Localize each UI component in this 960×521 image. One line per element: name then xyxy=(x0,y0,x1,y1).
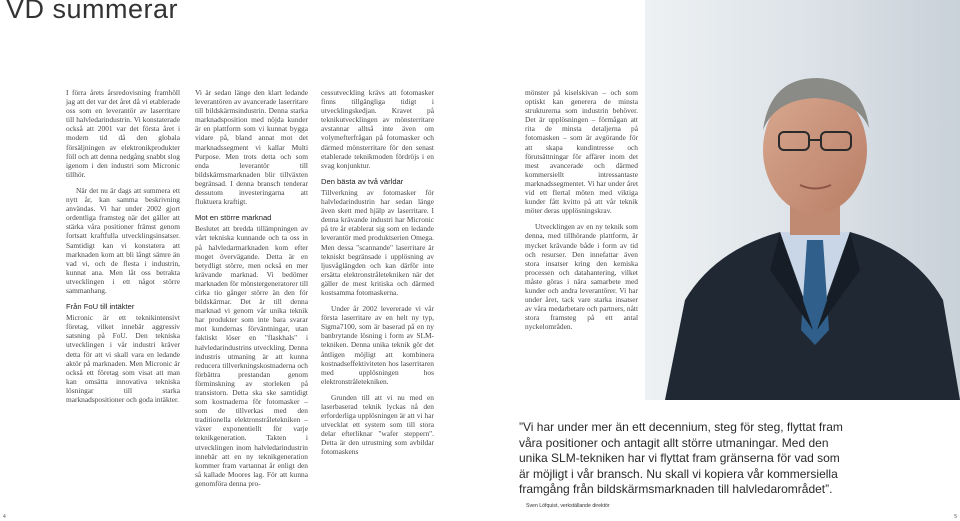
section-heading: Från FoU till intäkter xyxy=(66,302,135,312)
text-column-1 xyxy=(66,88,180,411)
paragraph: mönster på kiselskivan – och som optiskt kan generera de minsta strukturerna som industrin behöver. Det är upplösningen – förmågan att rita de minsta detaljerna på fotomasken – som är avgörande för att skapa kundintresse och förutsättningar för affärer inom det mest avancerade och därmed kommersiellt intressantaste marknadssegmentet. Vi har under året vid ett flertal möten med viktiga kunder fått kvitto på att vår teknik möter deras upplösningskrav. xyxy=(525,88,638,216)
paragraph: Utvecklingen av en ny teknik som denna, med tillhörande plattform, är mycket krävande både i form av tid och resurser. Den innefattar även stora insatser kring den kemiska processen och datahantering, vilket måste göras i nära samarbete med kunder och andra leverantörer. Vi har under året, tack vare starka insatser av våra medarbetare och partners, nått stora framsteg på ett antal nyckelområden. xyxy=(525,222,638,332)
paragraph: Under år 2002 levererade vi vår första laserritare av en helt ny typ, Sigma7100, som är baserad på en ny banbrytande lösning i form av SLM-tekniken. Denna unika teknik gör det åntligen möjligt att kombinera kostnadseffektiviteten hos laserritaren med upplösningen hos elektronstråletekniken. xyxy=(321,304,434,386)
ceo-portrait-photo xyxy=(645,0,960,400)
portrait-illustration xyxy=(645,0,960,400)
text-column-2 xyxy=(195,88,308,495)
page-number-left: 4 xyxy=(3,514,6,520)
paragraph: Grunden till att vi nu med en laserbaserad teknik lyckas nå den erforderliga upplösningen är att vi har utvecklat ett system som till stora delar efterliknar "wafer steppern". Detta är den utrustning som avbildar fotomaskens xyxy=(321,392,434,457)
paragraph: Tillverkning av fotomasker för halvledarindustrin har sedan länge även skett med hjälp av laserritare. I denna krävande industri har Micronic på tre år etablerat sig som en ledande leverantör med produktserien Omega. Men dessa "scannande" laserritare är tekniskt begränsade i upplösning av ljusvåglängden och kan därför inte ersätta elektronstråletekniken när det gäller de mest kritiska och därmed kostsamma fotomaskerna. xyxy=(321,187,434,297)
paragraph: cessutveckling krävs att fotomasker finns tillgängliga tidigt i utvecklingskedjan. Kravet på teknikutvecklingen av mönsterritare avstannar alltså inte även om volymefterfrågan på fotomasker och därmed mönsterritare för den senast etablerade teknikmoden fördröjs i en svag konjunktur. xyxy=(321,88,434,170)
quote-author: Sven Löfquist, verkställande direktör xyxy=(526,503,610,509)
paragraph: Vi är sedan länge den klart ledande leverantören av avancerade laserritare till bildskärmsindustrin. Denna starka marknadsposition med nöjda kunder är en plattform som vi kunnat bygga vidare på, bland annat mot det marknadssegment vi kallar Multi Purpose. Men trots detta och som enda leverantör till bildskärmsmarknaden blir tillväxten begränsad. I denna bransch tenderar dessutom investeringarna att fluktuera kraftigt. xyxy=(195,88,308,207)
paragraph: När det nu är dags att summera ett nytt år, kan samma beskrivning användas. Vi har under 2002 gjort ordentliga framsteg när det gäller att stärka våra positioner främst genom fortsatt kraftfulla utvecklingsinsatser. Samtidigt kan vi konstatera att marknaden kom att bli långt sämre än vad vi, och de flesta i industrin, kunnat ana. Men låt oss betrakta utvecklingen i ett något större sammanhang. xyxy=(66,185,180,295)
paragraph: Beslutet att bredda tillämpningen av vårt tekniska kunnande och ta oss in på halvledarmarknaden kom efter moget övervägande. Detta är en betydligt större, men också en mer krävande marknad. Vi bedömer marknaden för mönstergeneratorer till cirka tio gånger större än den för bildskärmar. Det är till denna marknad vi genom vår unika teknik har produkter som inte bara svarar mot kundernas förväntningar, utan faktiskt löser en "flaskhals" i halvledarindustrins utveckling. Denna industris utmaning är att kunna reducera tillverkningskostnaderna och förbättra prestandan genom förminskning av storleken på transistorn. Detta ska ske samtidigt som kostnaderna för fotomasker – som de tillverkas med den traditionella elektronstråletekniken – växer exponentiellt för varje teknikgeneration. Takten i utvecklingen inom halvledarindustrin innebär att en ny teknikgeneration kommer fram vartannat år enligt den så kallade Moores lag. För att kunna genomföra denna pro- xyxy=(195,224,308,488)
section-heading: Den bästa av två världar xyxy=(321,176,404,186)
pull-quote: ”Vi har under mer än ett decennium, steg för steg, flyttat fram våra positioner och antagit allt större utmaningar. Med den unika SLM-tekniken har vi flyttat fram gränserna för vad som är möjligt i vår bransch. Nu skall vi kopiera vår kommersiella framgång från bildskärmsmarknaden till halvledarområdet”. xyxy=(519,420,843,496)
paragraph: I förra årets årsredovisning framhöll jag att det var det året då vi etablerade oss som en leverantör av laserritare till halvledarindustrin. Vi konstaterade också att 2001 var det första året i modern tid då den globala försäljningen av elektronikprodukter föll och att denna nedgång snabbt slog igenom i den industri som Micronic tillhör. xyxy=(66,88,180,179)
paragraph: Micronic är ett teknikintensivt företag, vilket innebär aggressiv satsning på FoU. Den tekniska utvecklingen i vår industri kräver detta för att vi skall vara en ledande aktör på marknaden. Men Micronic är också ett företag som visat att man kan omsätta innovativa tekniska lösningar till starka marknadspositioner och goda intäkter. xyxy=(66,313,180,404)
page-number-right: 5 xyxy=(954,514,957,520)
text-column-3 xyxy=(321,88,434,464)
section-heading: Mot en större marknad xyxy=(195,213,272,223)
page-title: VD summerar xyxy=(6,0,179,24)
text-column-4 xyxy=(525,88,638,338)
